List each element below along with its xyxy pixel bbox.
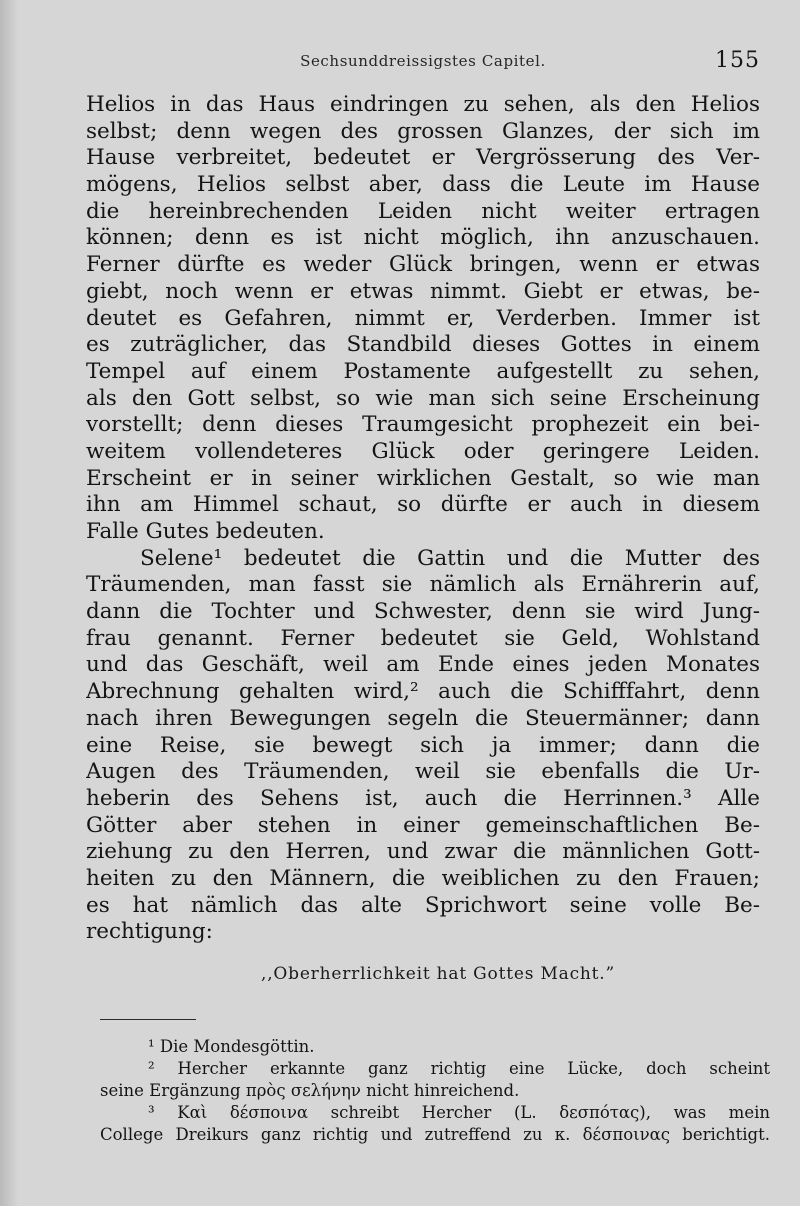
text-line: heiten zu den Männern, die weiblichen zu den Frauen;: [86, 865, 760, 891]
page-header: [86, 48, 760, 78]
text-line: Hause verbreitet, bedeutet er Vergrösserung des Ver-: [86, 145, 760, 171]
footnote-3-continuation: College Dreikurs ganz richtig und zutreffend zu κ. δέσποινας berichtigt.: [100, 1125, 770, 1144]
text-line: Götter aber stehen in einer gemeinschaftlichen Be-: [86, 812, 760, 838]
text-line: Träumenden, man fasst sie nämlich als Ernährerin auf,: [86, 572, 760, 598]
text-line: selbst; denn wegen des grossen Glanzes, der sich im: [86, 118, 760, 144]
text-line: als den Gott selbst, so wie man sich seine Erscheinung: [86, 385, 760, 411]
running-head: Sechsunddreissigstes Capitel.: [300, 52, 546, 70]
text-line: vorstellt; denn dieses Traumgesicht prophezeit ein bei-: [86, 412, 760, 438]
proverb-quote: ,,Oberherrlichkeit hat Gottes Macht.”: [261, 964, 615, 984]
text-line: frau genannt. Ferner bedeutet sie Geld, Wohlstand: [86, 625, 760, 651]
text-line: eine Reise, sie bewegt sich ja immer; dann die: [86, 732, 760, 758]
text-line-paragraph-end: rechtigung:: [86, 919, 213, 945]
text-line: Augen des Träumenden, weil sie ebenfalls die Ur-: [86, 759, 760, 785]
text-line: es hat nämlich das alte Sprichwort seine volle Be-: [86, 892, 760, 918]
footnote-3: ³ Καὶ δέσποινα schreibt Hercher (L. δεσπότας), was mein: [148, 1103, 770, 1122]
text-line: es zuträglicher, das Standbild dieses Gottes in einem: [86, 332, 760, 358]
footnote-1: ¹ Die Mondesgöttin.: [148, 1037, 315, 1056]
footnote-2: ² Hercher erkannte ganz richtig eine Lücke, doch scheint: [148, 1059, 770, 1078]
footnotes: [100, 1036, 770, 1146]
footnote-divider: [100, 1019, 196, 1020]
footnote-2-continuation: seine Ergänzung πρὸς σελήνην nicht hinreichend.: [100, 1081, 520, 1100]
text-line: können; denn es ist nicht möglich, ihn anzuschauen.: [86, 225, 760, 251]
text-line: giebt, noch wenn er etwas nimmt. Giebt er etwas, be-: [86, 278, 760, 304]
text-line: Helios in das Haus eindringen zu sehen, als den Helios: [86, 92, 760, 117]
page-edge-shadow: [0, 0, 18, 1206]
text-line: Tempel auf einem Postamente aufgestellt zu sehen,: [86, 358, 760, 384]
text-line: mögens, Helios selbst aber, dass die Leute im Hause: [86, 172, 760, 198]
text-line: und das Geschäft, weil am Ende eines jeden Monates: [86, 652, 760, 678]
text-line: Ferner dürfte es weder Glück bringen, wenn er etwas: [86, 252, 760, 278]
text-line-paragraph-end: Falle Gutes bedeuten.: [86, 519, 325, 544]
text-line: ihn am Himmel schaut, so dürfte er auch in diesem: [86, 492, 760, 518]
text-line: die hereinbrechenden Leiden nicht weiter ertragen: [86, 198, 760, 224]
text-line: heberin des Sehens ist, auch die Herrinnen.³ Alle: [86, 785, 760, 811]
text-line: Erscheint er in seiner wirklichen Gestalt, so wie man: [86, 465, 760, 491]
text-line: ziehung zu den Herren, und zwar die männlichen Gott-: [86, 839, 760, 865]
text-line: weitem vollendeteres Glück oder geringere Leiden.: [86, 438, 760, 464]
text-line: nach ihren Bewegungen segeln die Steuermänner; dann: [86, 705, 760, 731]
text-line-paragraph-start: Selene¹ bedeutet die Gattin und die Mutter des: [140, 545, 760, 571]
body-text: [86, 92, 760, 984]
text-line: dann die Tochter und Schwester, denn sie wird Jung-: [86, 599, 760, 625]
text-line: Abrechnung gehalten wird,² auch die Schifffahrt, denn: [86, 679, 760, 705]
page-number: 155: [715, 48, 760, 73]
text-line: deutet es Gefahren, nimmt er, Verderben. Immer ist: [86, 305, 760, 331]
